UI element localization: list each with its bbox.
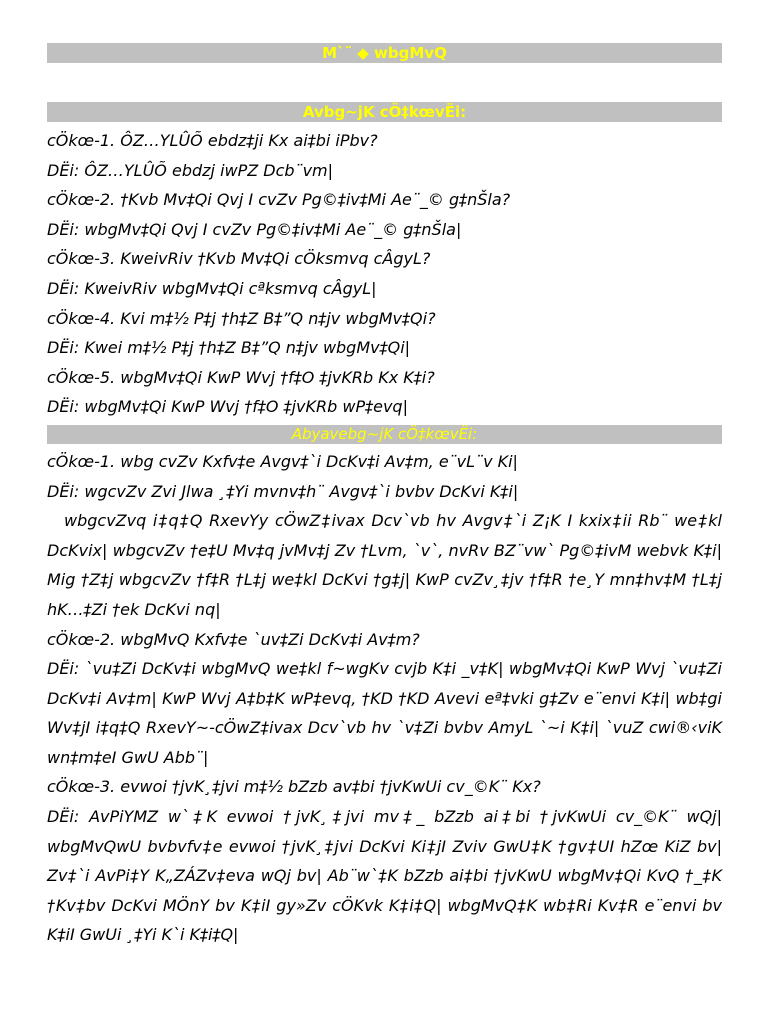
answer-2: DËi: wbgMv‡Qi Qvj I cvZv Pg©‡iv‡Mi Ae¨_© g‡nŠla| <box>47 219 462 239</box>
comprehension-question-3: cÖkœ-3. evwoi †jvK¸‡jvi m‡½ bZzb av‡bi †jvKwUi cv_©K¨ Kx? <box>47 777 541 797</box>
section-heading-comprehension: Abyavebg~jK cÖ‡kœvËi: <box>47 425 722 444</box>
question-1: cÖkœ-1. ÔZ…YLÛÕ ebdz‡ji Kx ai‡bi iPbv? <box>47 131 378 150</box>
page-title: M`¨ ◆ wbgMvQ <box>47 43 722 63</box>
section-short-questions <box>47 126 722 422</box>
answer-3: DËi: KweivRiv wbgMv‡Qi cªksmvq cÂgyL| <box>47 278 377 298</box>
answer-1: DËi: ÔZ…YLÛÕ ebdzj iwPZ Dcb¨vm| <box>47 160 334 180</box>
comprehension-question-1: cÖkœ-1. wbg cvZv Kxfv‡e Avgv‡`i DcKv‡i Av‡m, e¨vL¨v Ki| <box>47 451 518 471</box>
answer-4: DËi: Kwei m‡½ P‡j †h‡Z B‡”Q n‡jv wbgMv‡Qi| <box>47 338 411 358</box>
comprehension-question-2: cÖkœ-2. wbgMvQ Kxfv‡e `uv‡Zi DcKv‡i Av‡m? <box>47 629 420 649</box>
comprehension-answer-3: DËi: AvPiYMZ w`‡K evwoi †jvK¸‡jvi mv‡_ bZzb ai‡bi †jvKwUi cv_©K¨ wQj| wbgMvQwU bvbvfv‡e evwoi †jvK¸‡jvi DcKvi Ki‡jI Zviv GwU‡K †gv‡UI hZœ KiZ bv| Zv‡`i AvPi‡Y K„ZÁZv‡eva wQj bv| Ab¨w`‡K bZzb ai‡bi †jvKwU wbgMv‡Qi KvQ †_‡K †Kv‡bv DcKvi MÖnY bv K‡iI gy»Zv cÖKvk K‡i‡Q| wbgMvQ‡K wb‡Ri Kv‡R e¨envi bv K‡iI GwUi ¸‡Yi K`i K‡i‡Q| <box>47 807 722 945</box>
comprehension-answer-2: DËi: `vu‡Zi DcKv‡i wbgMvQ we‡kl f~wgKv cvjb K‡i _v‡K| wbgMv‡Qi KwP Wvj `vu‡Zi DcKv‡i Av‡m| KwP Wvj A‡b‡K wP‡evq, †KD †KD Avevi eª‡vki g‡Zv e¨envi K‡i| wb‡gi Wv‡jI i‡q‡Q RxevY~-cÖwZ‡ivax Dcv`vb hv `v‡Zi bvbv AmyL `~i K‡i| `vuZ cwi®‹viK wn‡m‡eI GwU Abb¨| <box>47 659 722 767</box>
section-heading-short-questions: Avbg~jK cÖ‡kœvËi: <box>47 102 722 122</box>
question-5: cÖkœ-5. wbgMv‡Qi KwP Wvj †f‡O ‡jvKRb Kx K‡i? <box>47 367 435 387</box>
question-3: cÖkœ-3. KweivRiv †Kvb Mv‡Qi cÖksmvq cÂgyL? <box>47 249 431 269</box>
section-comprehension <box>47 447 722 950</box>
document-page <box>47 43 722 950</box>
answer-5: DËi: wbgMv‡Qi KwP Wvj †f‡O ‡jvKRb wP‡evq| <box>47 397 408 417</box>
comprehension-answer-1-paragraph: wbgcvZvq i‡q‡Q RxevYy cÖwZ‡ivax Dcv`vb hv Avgv‡`i Z¡K I kxix‡ii Rb¨ we‡kl DcKvix| wbgcvZv †e‡U Mv‡q jvMv‡j Zv †Lvm, `v`, nvRv BZ¨vw` Pg©‡ivM webvk K‡i| Mig †Z‡j wbgcvZv †f‡R †L‡j we‡kl DcKvi †g‡j| KwP cvZv¸‡jv †f‡R †e¸Y mn‡hv‡M †L‡j hK…‡Zi †ek DcKvi nq| <box>47 511 722 619</box>
comprehension-answer-1: DËi: wgcvZv Zvi Jlwa ¸‡Yi mvnv‡h¨ Avgv‡`i bvbv DcKvi K‡i| <box>47 481 519 501</box>
question-4: cÖkœ-4. Kvi m‡½ P‡j †h‡Z B‡”Q n‡jv wbgMv‡Qi? <box>47 308 436 328</box>
question-2: cÖkœ-2. †Kvb Mv‡Qi Qvj I cvZv Pg©‡iv‡Mi Ae¨_© g‡nŠla? <box>47 190 511 210</box>
